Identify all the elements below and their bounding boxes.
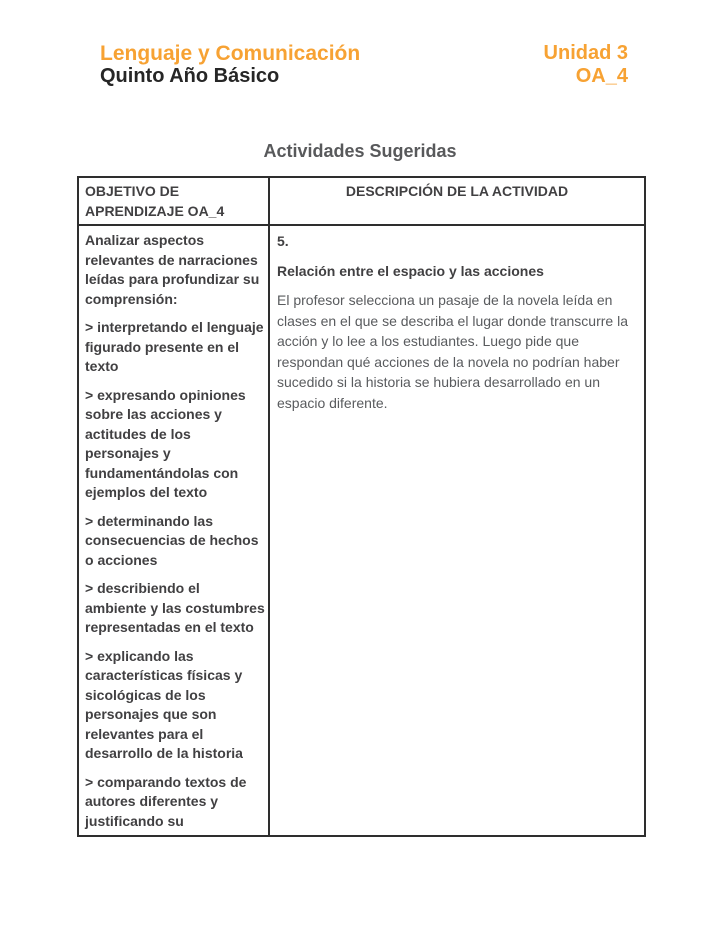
- table-body-row: [78, 225, 645, 836]
- objective-paragraph: > comparando textos de autores diferentes y justificando su: [85, 773, 247, 829]
- grade-subtitle: Quinto Año Básico: [100, 65, 280, 87]
- unit-label: Unidad 3: [543, 42, 628, 64]
- oa-label: OA_4: [575, 65, 628, 87]
- description-column-header: DESCRIPCIÓN DE LA ACTIVIDAD: [269, 177, 645, 225]
- table-header-row: [78, 177, 645, 225]
- objective-column-header: OBJETIVO DE APRENDIZAJE OA_4: [78, 177, 269, 225]
- objective-text-block: [79, 226, 268, 829]
- activity-description: El profesor selecciona un pasaje de la novela leída en clases en el que se describa el lugar donde transcurre la acción y lo lee a los estudiantes. Luego pide que respondan qué acciones de la novela no podrían haber sucedido si la historia se hubiera desarrollado en un espacio diferente.: [277, 292, 628, 411]
- activity-cell: [269, 225, 645, 836]
- activities-table: [77, 176, 646, 837]
- header-right-block: [544, 42, 628, 88]
- activity-number: 5.: [277, 233, 289, 249]
- header-left-block: [100, 42, 360, 88]
- page-title: Actividades Sugeridas: [263, 141, 457, 161]
- activity-text-block: [270, 226, 644, 829]
- objective-paragraph: > describiendo el ambiente y las costumbres representadas en el texto: [85, 580, 265, 635]
- objective-paragraph: > expresando opiniones sobre las acciones y actitudes de los personajes y fundamentándolas con ejemplos del texto: [85, 386, 246, 500]
- objective-paragraph: Analizar aspectos relevantes de narraciones leídas para profundizar su comprensión:: [85, 232, 260, 307]
- objective-paragraph: > interpretando el lenguaje figurado presente en el texto: [85, 319, 264, 374]
- objective-cell: [78, 225, 269, 836]
- objective-paragraph: > determinando las consecuencias de hechos o acciones: [85, 512, 259, 568]
- subject-title: Lenguaje y Comunicación: [100, 42, 361, 65]
- activity-title: Relación entre el espacio y las acciones: [277, 262, 544, 279]
- document-header: [100, 42, 628, 88]
- objective-paragraph: > explicando las características físicas y sicológicas de los personajes que son relevantes para el desarrollo de la historia: [85, 647, 243, 761]
